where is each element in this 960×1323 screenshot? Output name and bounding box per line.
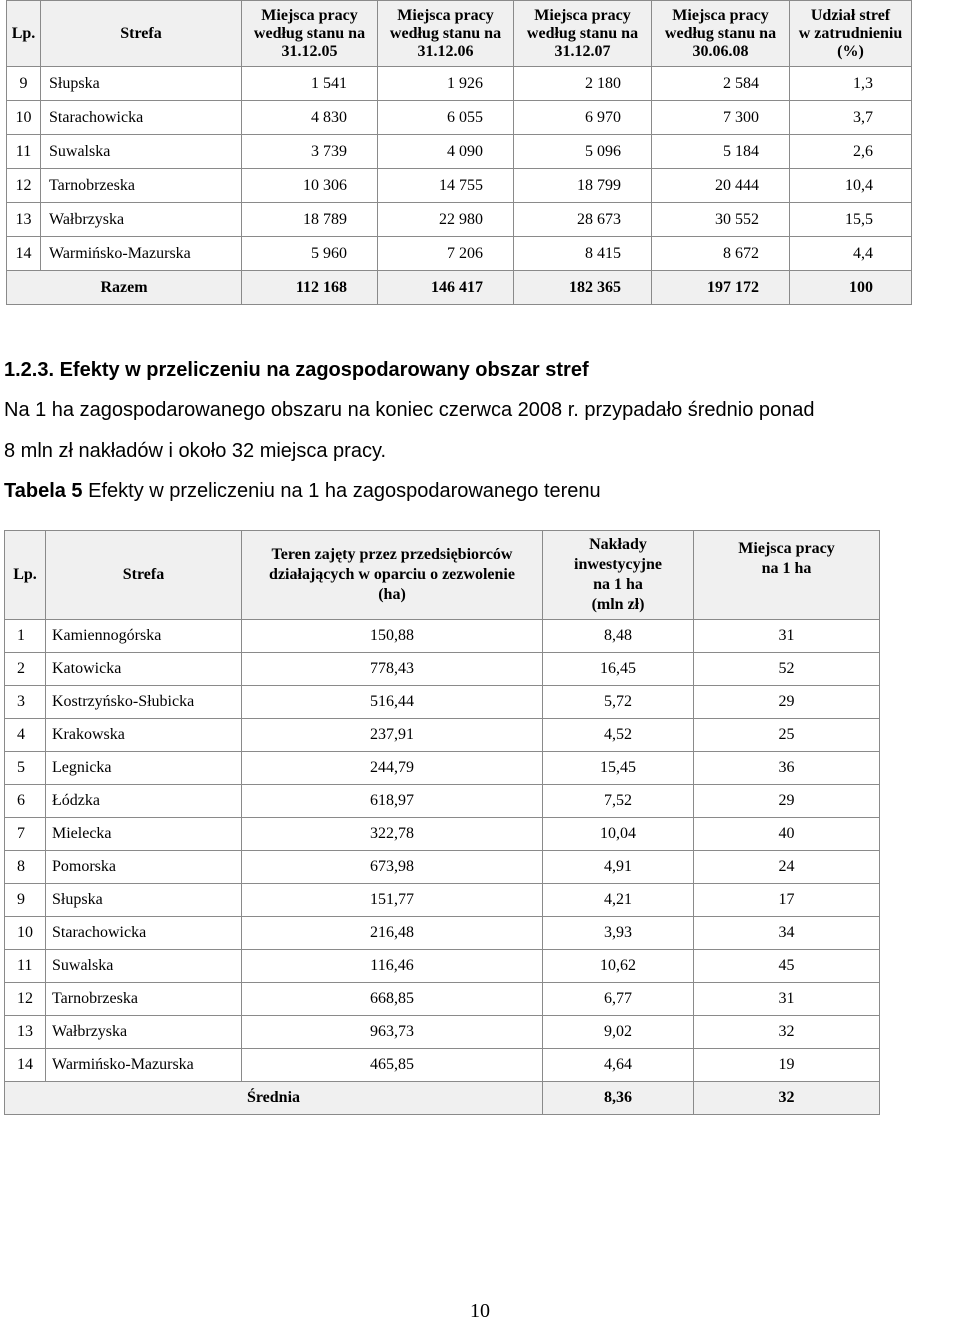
average-row [5,1082,880,1115]
row-strefa: Krakowska [46,719,242,752]
total-label: Razem [7,271,242,305]
total-cell: 112 168 [242,271,378,305]
row-lp: 7 [5,818,46,851]
header-line: Nakłady [589,536,647,553]
header-line: na 1 ha [593,576,643,593]
row-lp: 2 [5,653,46,686]
cell-area: 778,43 [242,653,543,686]
header-line: Miejsca pracy [534,6,631,24]
header-line: (%) [837,42,864,60]
header-line: według stanu na [253,24,366,42]
cell-investment: 6,77 [543,983,694,1016]
cell-area: 216,48 [242,917,543,950]
row-lp: 12 [5,983,46,1016]
header-line: (ha) [378,586,406,603]
row-strefa: Katowicka [46,653,242,686]
cell-value: 4 830 [242,101,378,135]
header-line: Miejsca pracy [672,6,769,24]
cell-investment: 4,64 [543,1049,694,1082]
header-area [242,531,543,620]
header-line: Udział stref [810,6,891,24]
effects-table-body [5,620,880,1082]
caption-text: Efekty w przeliczeniu na 1 ha zagospodarowanego terenu [88,480,601,502]
cell-jobs: 24 [694,851,880,884]
row-strefa: Warmińsko-Mazurska [46,1049,242,1082]
table-row [7,101,912,135]
table-row [5,719,880,752]
cell-value: 3 739 [242,135,378,169]
table-row [5,686,880,719]
table-row [5,1016,880,1049]
page-number: 10 [470,1300,490,1322]
row-strefa: Starachowicka [41,101,242,135]
cell-investment: 9,02 [543,1016,694,1049]
employment-table-body [7,67,912,271]
header-line: 31.12.05 [281,42,338,60]
cell-jobs: 29 [694,686,880,719]
row-strefa: Kamiennogórska [46,620,242,653]
cell-value: 1 926 [378,67,514,101]
cell-investment: 8,48 [543,620,694,653]
row-lp: 6 [5,785,46,818]
cell-investment: 4,52 [543,719,694,752]
total-row [7,271,912,305]
cell-jobs: 45 [694,950,880,983]
table-caption [4,480,601,503]
cell-value: 15,5 [790,203,912,237]
cell-value: 8 415 [514,237,652,271]
row-strefa: Tarnobrzeska [41,169,242,203]
row-strefa: Słupska [46,884,242,917]
header-line: Miejsca pracy [261,6,358,24]
header-line: Miejsca pracy [738,540,835,557]
row-lp: 5 [5,752,46,785]
average-cell: 32 [694,1082,880,1115]
header-line: Miejsca pracy [397,6,494,24]
cell-value: 2 180 [514,67,652,101]
row-lp: 14 [5,1049,46,1082]
cell-area: 673,98 [242,851,543,884]
cell-investment: 10,62 [543,950,694,983]
cell-jobs: 34 [694,917,880,950]
header-strefa: Strefa [46,531,242,620]
table-row [7,203,912,237]
row-strefa: Tarnobrzeska [46,983,242,1016]
header-lp: Lp. [7,1,41,67]
row-strefa: Wałbrzyska [46,1016,242,1049]
cell-jobs: 32 [694,1016,880,1049]
cell-jobs: 29 [694,785,880,818]
cell-investment: 4,91 [543,851,694,884]
row-strefa: Suwalska [41,135,242,169]
table-row [5,950,880,983]
row-strefa: Wałbrzyska [41,203,242,237]
cell-value: 5 184 [652,135,790,169]
cell-area: 618,97 [242,785,543,818]
cell-value: 5 960 [242,237,378,271]
cell-value: 22 980 [378,203,514,237]
header-line: na 1 ha [761,560,812,577]
cell-area: 116,46 [242,950,543,983]
cell-investment: 7,52 [543,785,694,818]
cell-investment: 4,21 [543,884,694,917]
cell-area: 237,91 [242,719,543,752]
header-line: według stanu na [389,24,502,42]
table-row [7,169,912,203]
table-row [5,620,880,653]
row-lp: 13 [5,1016,46,1049]
total-cell: 197 172 [652,271,790,305]
total-cell: 146 417 [378,271,514,305]
cell-value: 18 799 [514,169,652,203]
header-line: według stanu na [664,24,777,42]
cell-area: 244,79 [242,752,543,785]
row-lp: 3 [5,686,46,719]
cell-investment: 10,04 [543,818,694,851]
header-jobs-2005 [242,1,378,67]
cell-jobs: 25 [694,719,880,752]
header-line: inwestycyjne [574,556,662,573]
cell-value: 1,3 [790,67,912,101]
cell-value: 30 552 [652,203,790,237]
cell-area: 150,88 [242,620,543,653]
cell-value: 7 300 [652,101,790,135]
header-line: działających w oparciu o zezwolenie [269,566,515,583]
row-lp: 14 [7,237,41,271]
cell-value: 7 206 [378,237,514,271]
cell-investment: 15,45 [543,752,694,785]
cell-area: 668,85 [242,983,543,1016]
row-strefa: Legnicka [46,752,242,785]
row-lp: 1 [5,620,46,653]
header-jobs-per-ha [694,531,880,620]
header-lp: Lp. [5,531,46,620]
employment-table [6,0,912,305]
header-jobs-2006 [378,1,514,67]
table-row [5,785,880,818]
cell-jobs: 40 [694,818,880,851]
row-lp: 13 [7,203,41,237]
total-cell: 100 [790,271,912,305]
section-title: 1.2.3. Efekty w przeliczeniu na zagospodarowany obszar stref [4,359,589,381]
header-line: w zatrudnieniu [798,24,903,42]
cell-jobs: 17 [694,884,880,917]
header-line: 30.06.08 [692,42,749,60]
row-lp: 9 [7,67,41,101]
table-row [5,917,880,950]
cell-value: 28 673 [514,203,652,237]
table-row [5,653,880,686]
row-lp: 8 [5,851,46,884]
table-row [5,752,880,785]
row-strefa: Łódzka [46,785,242,818]
cell-value: 4 090 [378,135,514,169]
row-strefa: Mielecka [46,818,242,851]
row-strefa: Warmińsko-Mazurska [41,237,242,271]
header-line: według stanu na [526,24,639,42]
row-lp: 10 [5,917,46,950]
cell-value: 3,7 [790,101,912,135]
cell-jobs: 36 [694,752,880,785]
paragraph-line: Na 1 ha zagospodarowanego obszaru na koniec czerwca 2008 r. przypadało średnio ponad [4,399,815,421]
effects-table [4,530,880,1115]
row-lp: 10 [7,101,41,135]
table-header-row [5,531,880,620]
average-label: Średnia [5,1082,543,1115]
cell-value: 5 096 [514,135,652,169]
cell-value: 10,4 [790,169,912,203]
header-jobs-2007 [514,1,652,67]
cell-value: 6 055 [378,101,514,135]
header-line: 31.12.07 [554,42,611,60]
header-share [790,1,912,67]
table-row [5,818,880,851]
table-row [7,237,912,271]
cell-value: 4,4 [790,237,912,271]
header-strefa: Strefa [41,1,242,67]
cell-value: 2,6 [790,135,912,169]
table-row [5,983,880,1016]
table-row [5,1049,880,1082]
caption-label: Tabela 5 [4,480,83,502]
table-header-row [7,1,912,67]
header-investment [543,531,694,620]
header-line: Teren zajęty przez przedsiębiorców [271,546,513,563]
cell-value: 10 306 [242,169,378,203]
cell-value: 20 444 [652,169,790,203]
cell-value: 2 584 [652,67,790,101]
row-strefa: Kostrzyńsko-Słubicka [46,686,242,719]
header-line: 31.12.06 [417,42,474,60]
row-lp: 12 [7,169,41,203]
table-row [7,135,912,169]
cell-jobs: 19 [694,1049,880,1082]
row-strefa: Starachowicka [46,917,242,950]
cell-value: 1 541 [242,67,378,101]
cell-area: 465,85 [242,1049,543,1082]
row-lp: 11 [5,950,46,983]
cell-jobs: 31 [694,983,880,1016]
table-row [5,851,880,884]
table-row [7,67,912,101]
cell-investment: 3,93 [543,917,694,950]
cell-area: 516,44 [242,686,543,719]
row-strefa: Suwalska [46,950,242,983]
cell-value: 18 789 [242,203,378,237]
row-strefa: Pomorska [46,851,242,884]
cell-value: 6 970 [514,101,652,135]
average-cell: 8,36 [543,1082,694,1115]
row-lp: 9 [5,884,46,917]
cell-area: 151,77 [242,884,543,917]
table-row [5,884,880,917]
cell-investment: 5,72 [543,686,694,719]
header-line: (mln zł) [591,596,645,613]
cell-jobs: 31 [694,620,880,653]
total-cell: 182 365 [514,271,652,305]
cell-investment: 16,45 [543,653,694,686]
cell-area: 963,73 [242,1016,543,1049]
row-strefa: Słupska [41,67,242,101]
cell-jobs: 52 [694,653,880,686]
paragraph-line: 8 mln zł nakładów i około 32 miejsca pracy. [4,440,387,462]
row-lp: 11 [7,135,41,169]
cell-value: 14 755 [378,169,514,203]
cell-value: 8 672 [652,237,790,271]
header-jobs-2008 [652,1,790,67]
row-lp: 4 [5,719,46,752]
cell-area: 322,78 [242,818,543,851]
